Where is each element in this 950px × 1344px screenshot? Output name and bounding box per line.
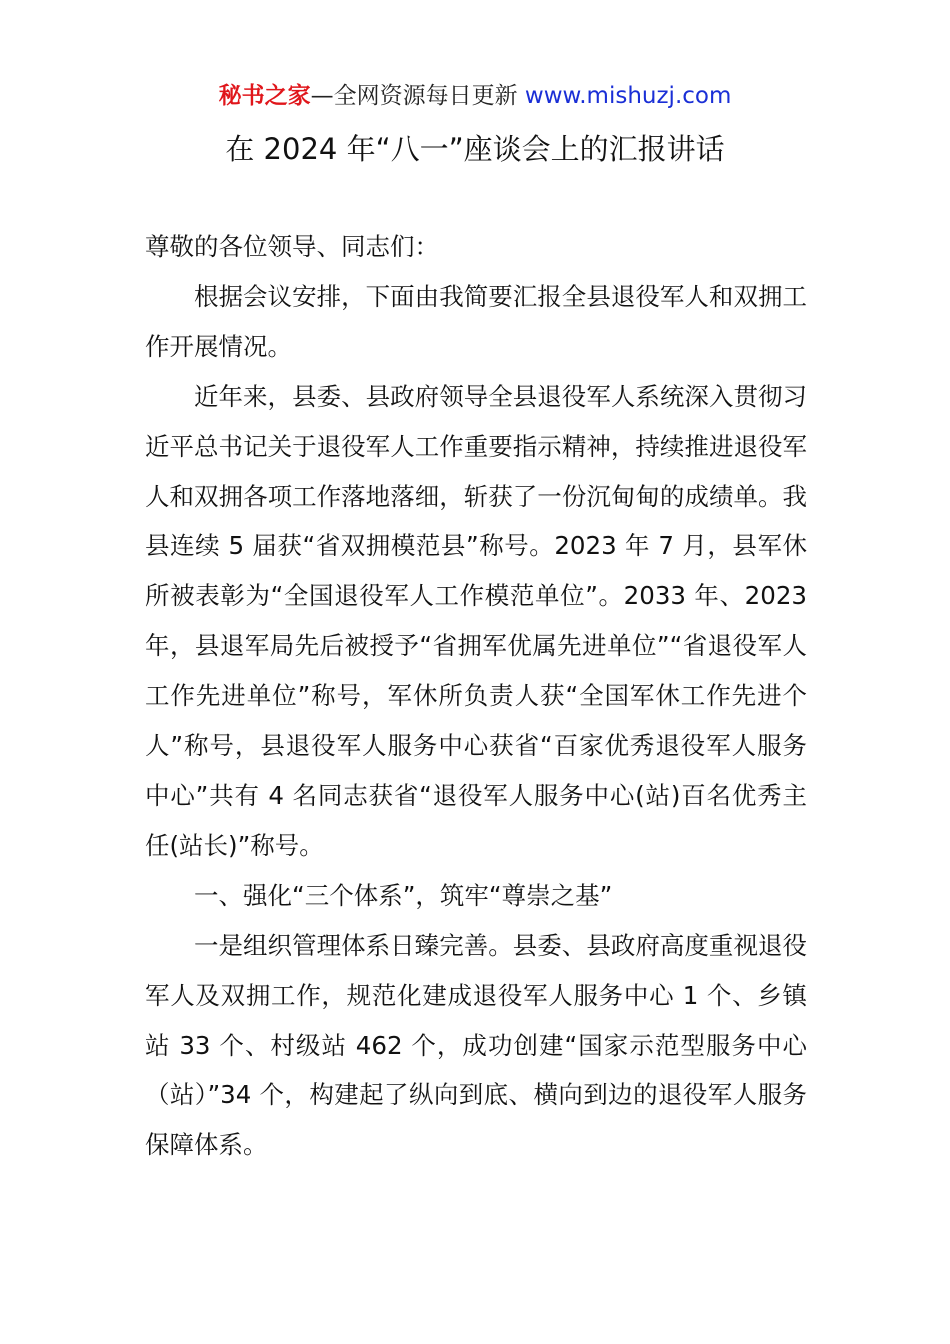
site-header	[0, 80, 950, 112]
document-title: 在 2024 年“八一”座谈会上的汇报讲话	[225, 132, 725, 166]
salutation: 尊敬的各位领导、同志们：	[145, 232, 439, 261]
paragraph-achievements: 近年来，县委、县政府领导全县退役军人系统深入贯彻习近平总书记关于退役军人工作重要指示精神，持续推进退役军人和双拥各项工作落地落细，斩获了一份沉甸甸的成绩单。我县连续 5 届获“省双拥模范县”称号。2023 年 7 月，县军休所被表彰为“全国退役军人工作模范单位”。2033 年、2023 年，县退军局先后被授予“省拥军优属先进单位”“省退役军人工作先进单位”称号，军休所负责人获“全国军休工作先进个人”称号，县退役军人服务中心获省“百家优秀退役军人服务中心”共有 4 名同志获省“退役军人服务中心(站)百名优秀主任(站长)”称号。	[145, 381, 807, 860]
section-heading: 一、强化“三个体系”，筑牢“尊崇之基”	[194, 880, 613, 910]
site-brand: 秘书之家	[218, 83, 311, 109]
paragraph-organization: 一是组织管理体系日臻完善。县委、县政府高度重视退役军人及双拥工作，规范化建成退役军人服务中心 1 个、乡镇站 33 个、村级站 462 个，成功创建“国家示范型服务中心（站）”34 个，构建起了纵向到底、横向到边的退役军人服务保障体系。	[145, 930, 807, 1160]
document-body	[145, 222, 807, 1170]
paragraph-intro: 根据会议安排，下面由我简要汇报全县退役军人和双拥工作开展情况。	[145, 281, 807, 361]
site-url-link[interactable]: www.mishuzj.com	[524, 83, 732, 109]
site-slogan: —全网资源每日更新	[310, 83, 518, 109]
